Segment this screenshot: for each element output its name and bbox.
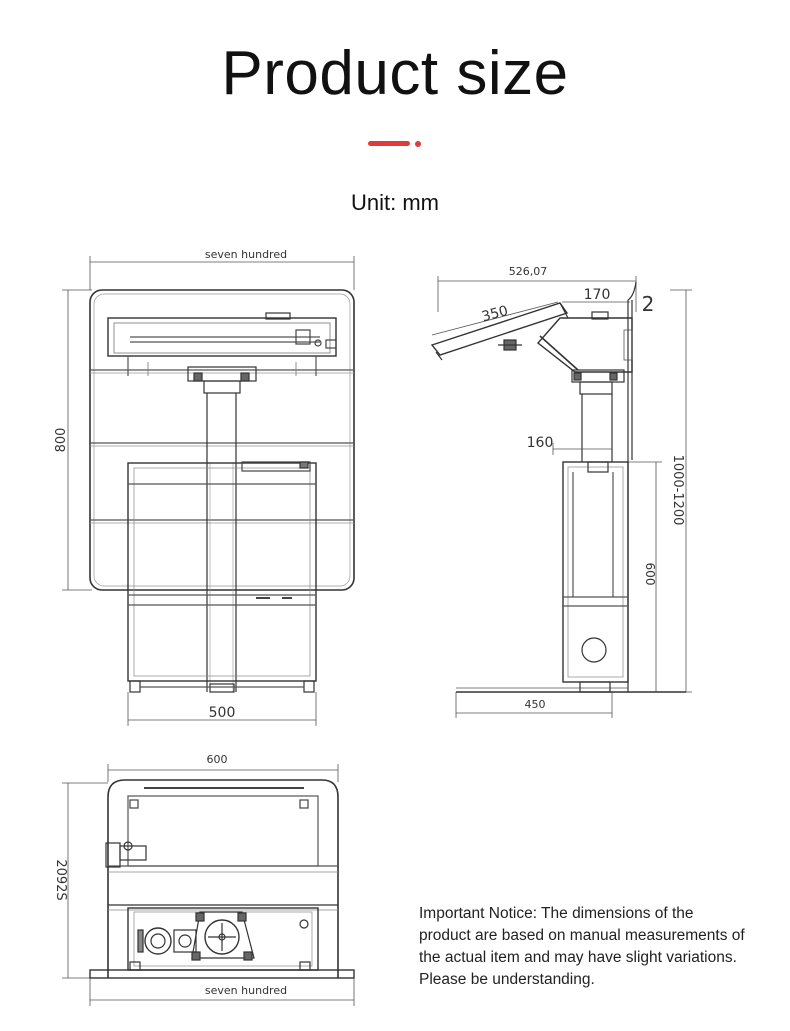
side-view [432, 276, 692, 718]
important-notice: Important Notice: The dimensions of the product are based on manual measurements of the actual item and may have slight variations. Please be understanding. [419, 905, 745, 988]
front-width-label: seven hundred [204, 248, 288, 261]
side-base-label: 450 [524, 698, 546, 711]
side-angle-label: 2 [641, 292, 655, 316]
side-tray-top-label: 170 [583, 287, 611, 303]
top-bottom-width-label: seven hundred [204, 984, 288, 997]
front-view [62, 256, 354, 726]
front-base-width-label: 500 [208, 705, 236, 721]
top-width-label: 600 [206, 753, 228, 766]
side-top-label: 526,07 [508, 265, 548, 278]
top-depth-label: 2092S [53, 859, 68, 901]
top-view [62, 764, 354, 1006]
side-overall-height-label: 1000-1200 [670, 454, 685, 526]
side-tray-length-label: 350 [479, 302, 510, 326]
side-column-label: 160 [526, 435, 554, 451]
front-height-label: 800 [54, 427, 69, 453]
page-title: Product size [221, 39, 569, 108]
unit-label: Unit: mm [351, 190, 439, 215]
side-cabinet-height-label: 600 [643, 562, 657, 586]
